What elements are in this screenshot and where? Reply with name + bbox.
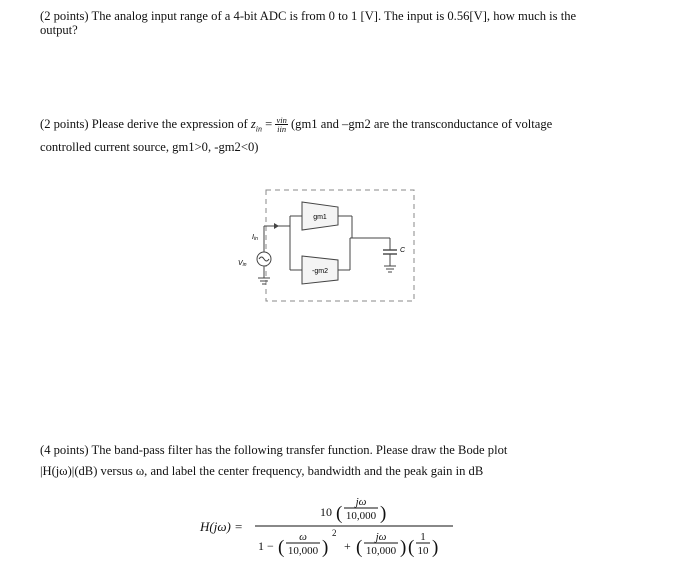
numerator-coeff: 10	[320, 505, 332, 519]
question-1-line-1: (2 points) The analog input range of a 4-bit ADC is from 0 to 1 [V]. The input is 0.56[V], how much is the	[40, 9, 577, 23]
den-paren-1-right: )	[322, 537, 329, 558]
plus-sign: +	[344, 539, 351, 553]
question-3-line-2: |H(jω)|(dB) versus ω, and label the center frequency, bandwidth and the peak gain in dB	[40, 464, 484, 478]
den-value-2: 10,000	[365, 545, 397, 557]
den-value-1: 10,000	[287, 545, 319, 557]
den-paren-3-right: )	[432, 537, 439, 558]
iin-label: Iin	[252, 234, 258, 242]
square-exponent: 2	[332, 528, 337, 538]
question-2-intro: (2 points) Please derive the expression of	[40, 117, 251, 131]
transfer-lhs: H(jω) =	[200, 519, 243, 534]
den-paren-2-left: (	[356, 537, 363, 558]
vin-label: Vin	[238, 260, 247, 268]
dashed-boundary	[266, 190, 414, 301]
gm2-label: -gm2	[312, 268, 328, 275]
den-paren-2-right: )	[400, 537, 407, 558]
question-2-line-1	[40, 116, 552, 138]
vin-over-iin-fraction: $\frac{\text{vin}}{\text{iin}}$	[276, 115, 287, 135]
equals-sign: =	[262, 117, 276, 131]
transfer-function	[198, 488, 498, 568]
circuit-diagram	[230, 188, 430, 303]
question-2-note: (gm1 and –gm2 are the transconductance of voltage	[287, 117, 553, 131]
den-one: 1	[420, 531, 426, 543]
num-paren-right: )	[380, 503, 387, 524]
zin-symbol: $z_{in}$	[250, 117, 263, 134]
den-omega: ω	[299, 531, 307, 543]
denominator-one-minus: 1 −	[258, 539, 274, 553]
den-jw: jω	[375, 531, 387, 543]
question-2-line-2: controlled current source, gm1>0, -gm2<0)	[40, 140, 259, 154]
question-3-line-1: (4 points) The band-pass filter has the following transfer function. Please draw the Bode plot	[40, 443, 508, 457]
den-ten: 10	[417, 545, 429, 557]
den-paren-1-left: (	[278, 537, 285, 558]
iin-arrow-icon	[274, 223, 279, 229]
gm1-label: gm1	[313, 214, 327, 221]
num-paren-left: (	[336, 503, 343, 524]
question-1-line-2: output?	[40, 23, 78, 37]
num-jw: jω	[355, 496, 367, 508]
capacitor-label: C	[400, 247, 406, 254]
num-denominator: 10,000	[345, 510, 377, 522]
den-paren-3-left: (	[408, 537, 415, 558]
